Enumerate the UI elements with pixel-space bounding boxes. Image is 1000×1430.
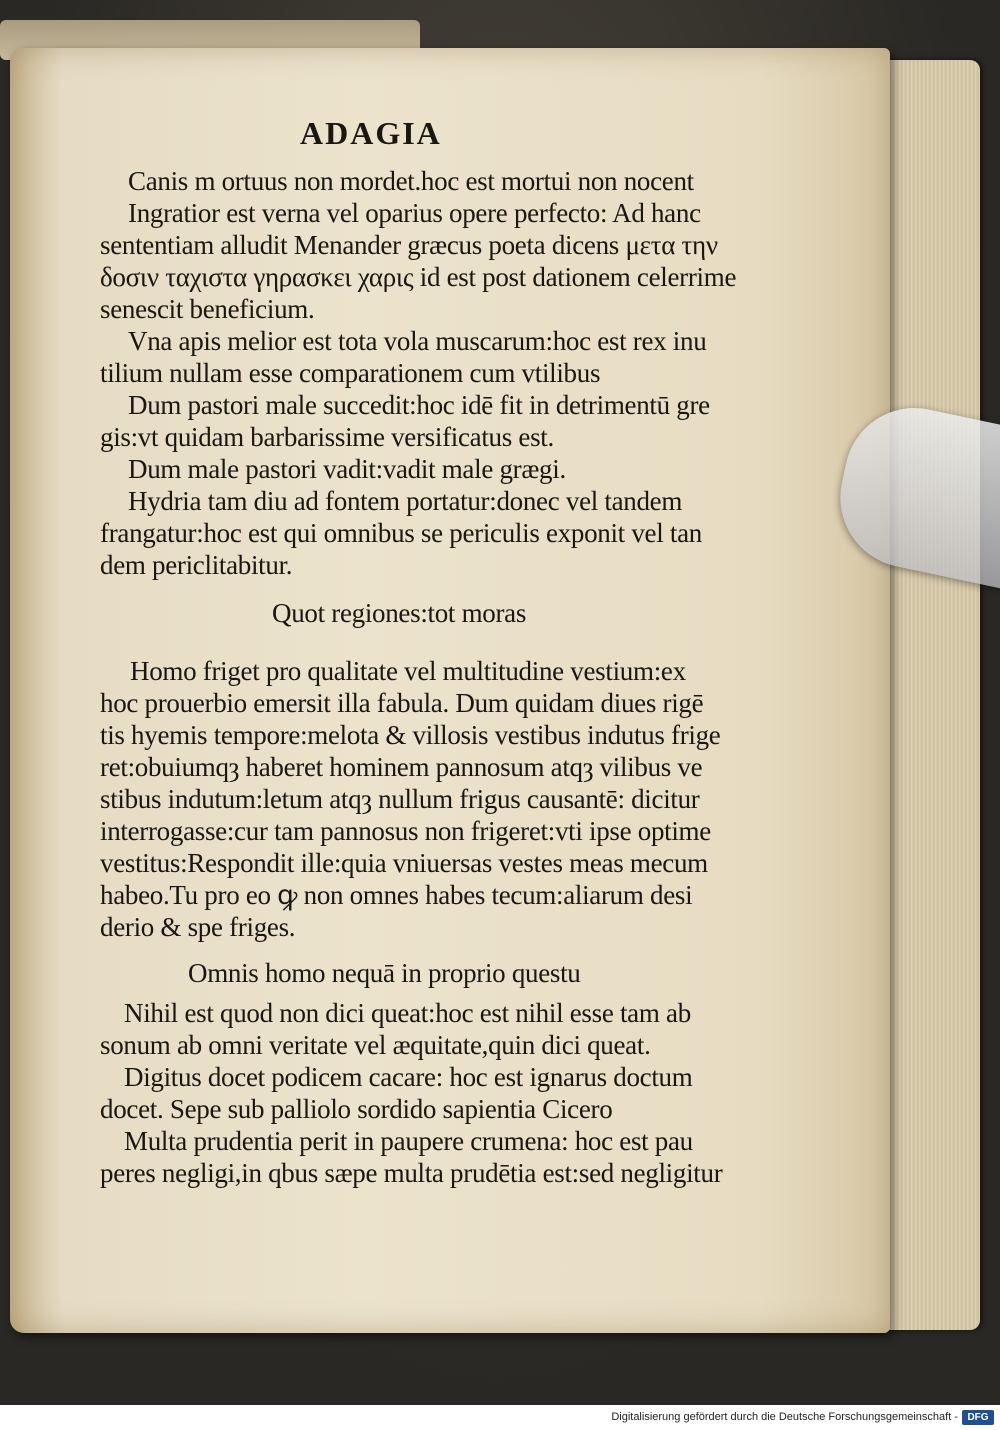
text-line: hoc prouerbio emersit illa fabula. Dum quidam diues rigē <box>100 688 704 718</box>
text-line: docet. Sepe sub palliolo sordido sapientia Cicero <box>100 1094 613 1124</box>
funding-credit: Digitalisierung gefördert durch die Deutsche Forschungsgemeinschaft - <box>611 1411 958 1423</box>
text-line: tis hyemis tempore:melota & villosis vestibus indutus frige <box>100 720 721 750</box>
section-title: Omnis homo nequā in proprio questu <box>188 958 581 988</box>
text-line: interrogasse:cur tam pannosus non frigeret:vti ipse optime <box>100 816 711 846</box>
text-line: Dum pastori male succedit:hoc idē fit in detrimentū gre <box>128 390 710 420</box>
text-line: frangatur:hoc est qui omnibus se periculis exponit vel tan <box>100 518 702 548</box>
section-title: Quot regiones:tot moras <box>272 598 527 628</box>
text-line: derio & spe friges. <box>100 912 296 942</box>
text-line: Digitus docet podicem cacare: hoc est ignarus doctum <box>124 1062 693 1092</box>
text-line: senescit beneficium. <box>100 294 315 324</box>
digitization-footer <box>0 1405 1000 1430</box>
text-line: gis:vt quidam barbarissime versificatus est. <box>100 422 554 452</box>
text-line: sonum ab omni veritate vel æquitate,quin dici queat. <box>100 1030 651 1060</box>
text-line: Canis m ortuus non mordet.hoc est mortui non nocent <box>128 166 694 196</box>
text-line: stibus indutum:letum atqȝ nullum frigus causantē: dicitur <box>100 784 700 814</box>
text-line: peres negligi,in qbus sæpe multa prudētia est:sed negligitur <box>100 1158 723 1188</box>
dfg-logo-icon[interactable]: DFG <box>962 1410 994 1425</box>
text-line: vestitus:Respondit ille:quia vniuersas vestes meas mecum <box>100 848 708 878</box>
text-line: Hydria tam diu ad fontem portatur:donec vel tandem <box>128 486 683 516</box>
text-line: ret:obuiumqȝ haberet hominem pannosum atqȝ vilibus ve <box>100 752 703 782</box>
text-line: dem periclitabitur. <box>100 550 293 580</box>
text-line: sententiam alludit Menander græcus poeta dicens μετα την <box>100 230 718 260</box>
text-line: Dum male pastori vadit:vadit male grægi. <box>128 454 566 484</box>
page-heading: ADAGIA <box>300 115 442 151</box>
text-line: Vna apis melior est tota vola muscarum:hoc est rex inu <box>128 326 707 356</box>
text-line: Homo friget pro qualitate vel multitudine vestium:ex <box>130 656 686 686</box>
text-line: Ingratior est verna vel oparius opere perfecto: Ad hanc <box>128 198 701 228</box>
text-line: Multa prudentia perit in paupere crumena: hoc est pau <box>124 1126 693 1156</box>
text-line: Nihil est quod non dici queat:hoc est nihil esse tam ab <box>124 998 691 1028</box>
text-line: tilium nullam esse comparationem cum vtilibus <box>100 358 601 388</box>
text-line: δοσιν ταχιστα γηρασκει χαρις id est post dationem celerrime <box>100 262 737 292</box>
text-line: habeo.Tu pro eo ꝙ non omnes habes tecum:aliarum desi <box>100 880 693 910</box>
